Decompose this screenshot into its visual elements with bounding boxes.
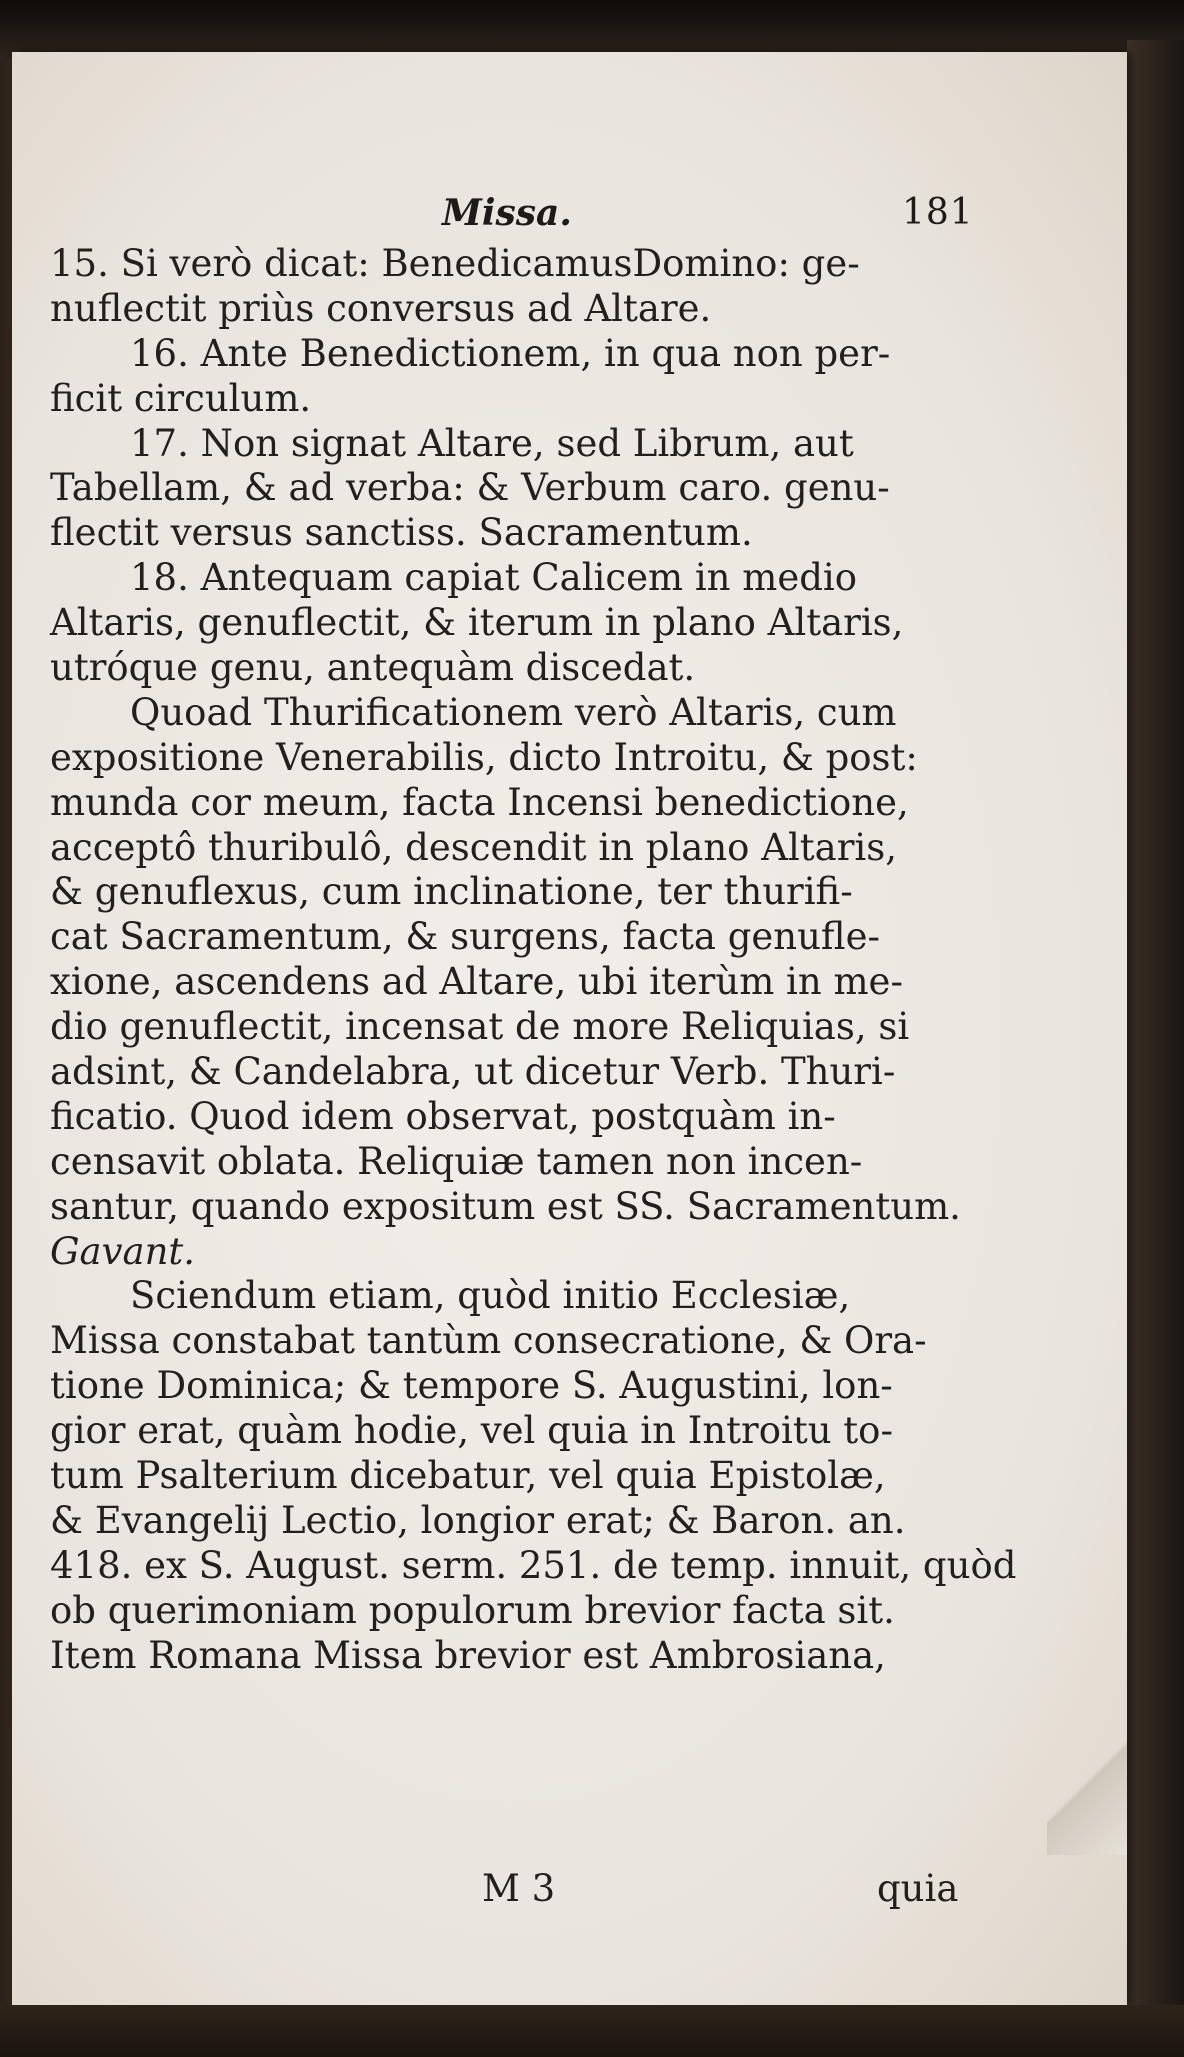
signature-mark: M 3 [482, 1867, 556, 1910]
text-line: flectit versus sanctiss. Sacramentum. [50, 511, 753, 555]
text-line: 17. Non signat Altare, sed Librum, aut [130, 421, 854, 465]
page-header [12, 192, 1127, 242]
text-line: acceptô thuribulô, descendit in plano Altaris, [50, 825, 897, 869]
catchword: quia [877, 1867, 959, 1910]
text-line: xione, ascendens ad Altare, ubi iterùm in me- [50, 960, 903, 1004]
text-line: 418. ex S. August. serm. 251. de temp. innuit, quòd [50, 1543, 1017, 1587]
text-line: 15. Si verò dicat: BenedicamusDomino: ge- [50, 242, 860, 285]
text-line: 16. Ante Benedictionem, in qua non per- [130, 331, 891, 375]
text-line: Sciendum etiam, quòd initio Ecclesiæ, [130, 1274, 851, 1318]
text-line: dio genuflectit, incensat de more Reliquias, si [50, 1005, 910, 1049]
text-line: gior erat, quàm hodie, vel quia in Introitu to- [50, 1409, 893, 1453]
text-line: tum Psalterium dicebatur, vel quia Epistolæ, [50, 1454, 886, 1498]
text-line: 18. Antequam capiat Calicem in medio [130, 556, 858, 600]
right-edge-shadow [1127, 40, 1184, 2010]
text-line: munda cor meum, facta Incensi benedictione, [50, 780, 909, 824]
text-line: utróque genu, antequàm discedat. [50, 646, 696, 690]
text-line: ficatio. Quod idem observat, postquàm in- [50, 1094, 836, 1138]
text-line: santur, quando expositum est SS. Sacramentum. [50, 1184, 961, 1228]
text-line: censavit oblata. Reliquiæ tamen non incen- [50, 1139, 863, 1183]
text-line: expositione Venerabilis, dicto Introitu, & post: [50, 735, 918, 779]
text-line: Item Romana Missa brevior est Ambrosiana, [50, 1633, 886, 1677]
book-page [12, 52, 1127, 2005]
text-line: Altaris, genuflectit, & iterum in plano Altaris, [50, 601, 904, 645]
text-line: Gavant. [50, 1229, 196, 1273]
text-line: nuflectit priùs conversus ad Altare. [50, 286, 712, 330]
text-line: ficit circulum. [50, 376, 312, 420]
text-line: & Evangelij Lectio, longior erat; & Baron. an. [50, 1498, 906, 1542]
top-edge-shadow [0, 0, 1184, 58]
page-corner-fold [1047, 1715, 1127, 1855]
page-number: 181 [902, 192, 974, 233]
running-title: Missa. [442, 192, 572, 234]
bottom-edge-shadow [0, 2005, 1184, 2057]
text-line: Quoad Thurificationem verò Altaris, cum [130, 690, 897, 734]
text-line: & genuflexus, cum inclinatione, ter thurifi- [50, 870, 853, 914]
text-line: tione Dominica; & tempore S. Augustini, lon- [50, 1364, 893, 1408]
text-line: Tabellam, & ad verba: & Verbum caro. genu- [50, 466, 890, 510]
text-line: cat Sacramentum, & surgens, facta genufle- [50, 915, 881, 959]
body-text [50, 242, 1017, 1679]
text-line: Missa constabat tantùm consecratione, & Ora- [50, 1319, 927, 1363]
text-line: adsint, & Candelabra, ut dicetur Verb. Thuri- [50, 1050, 896, 1094]
text-line: ob querimoniam populorum brevior facta sit. [50, 1588, 895, 1632]
